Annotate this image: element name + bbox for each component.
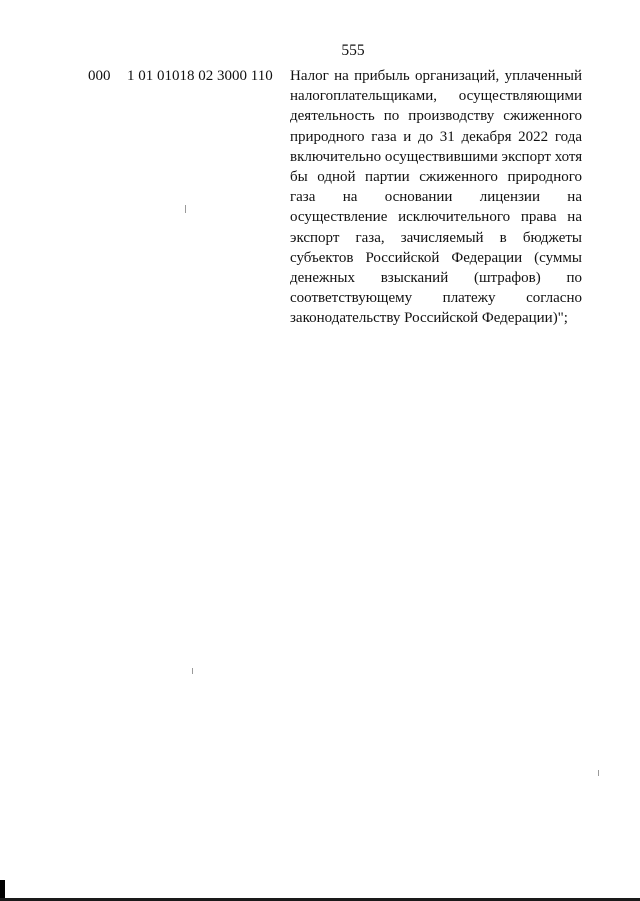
- income-description: [290, 66, 582, 328]
- budget-classification-code: 1 01 01018 02 3000 110: [127, 68, 273, 84]
- description-line: экспорт газа, зачисляемый в бюджеты: [290, 229, 582, 246]
- administrator-code: 000: [88, 68, 111, 84]
- scan-speck: [598, 770, 599, 776]
- description-line: денежных взысканий (штрафов) по: [290, 269, 582, 286]
- description-line: включительно осуществившими экспорт хотя: [290, 148, 583, 165]
- description-line: газа на основании лицензии на: [290, 189, 582, 206]
- description-line: субъектов Российской Федерации (суммы: [290, 249, 582, 266]
- description-line: бы одной партии сжиженного природного: [290, 168, 582, 185]
- description-line: природного газа и до 31 декабря 2022 года: [290, 128, 582, 145]
- scan-speck: [185, 205, 186, 213]
- scan-speck: [192, 668, 193, 674]
- description-line: деятельность по производству сжиженного: [290, 108, 582, 125]
- page-number: 555: [341, 42, 365, 59]
- description-line: соответствующему платежу согласно: [290, 290, 582, 307]
- description-line: законодательству Российской Федерации)";: [290, 310, 568, 327]
- description-line: налогоплательщиками, осуществляющими: [290, 88, 582, 105]
- description-line: осуществление исключительного права на: [290, 209, 582, 226]
- description-line: Налог на прибыль организаций, уплаченный: [290, 68, 582, 84]
